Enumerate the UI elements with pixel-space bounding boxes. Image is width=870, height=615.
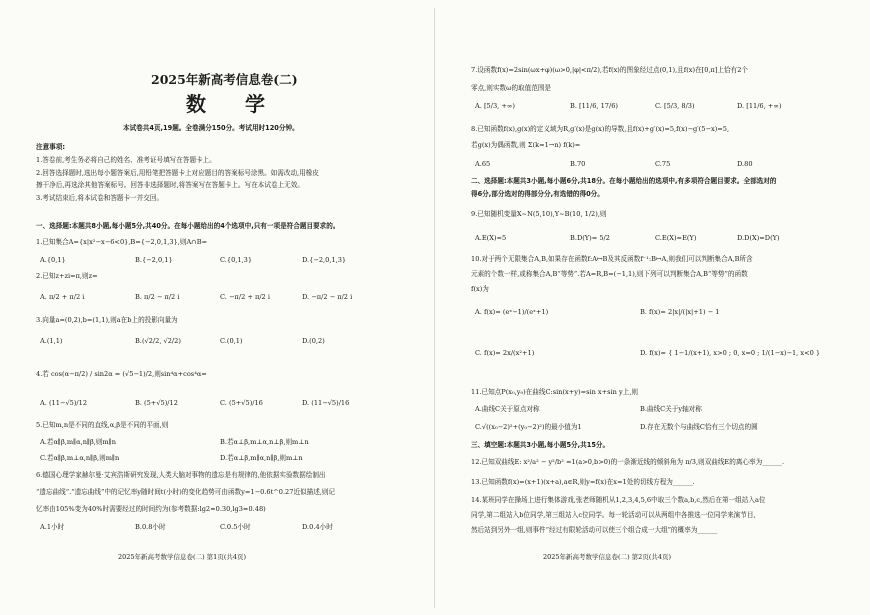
notes-heading: 注意事项: [36, 143, 66, 151]
note-line: 2.回答选择题时,选出每小题答案后,用铅笔把答题卡上对应题目的答案标号涂黑。如需改动,用橡皮 [36, 169, 319, 177]
option: D.若α⊥β,m∥α,n∥β,则m⊥n [220, 454, 303, 462]
option: D. (11−√5)/16 [302, 399, 350, 407]
option: C.(0,1) [220, 337, 243, 345]
question-text: 若g(x)为偶函数,则 Σ(k=1→n) f(k)= [471, 141, 581, 149]
question-text: 忆率由105%变为40%时需要经过的时间约为(参考数据:lg2≈0.30,lg3≈0.48) [36, 505, 266, 513]
option: A. π/2 + π/2 i [40, 293, 85, 301]
question-text: f(x)为 [471, 285, 489, 293]
page-footer: 2025年新高考数学信息卷(二) 第1页(共4页) [118, 553, 247, 561]
exam-intro: 本试卷共4页,19题。全卷满分150分。考试用时120分钟。 [123, 124, 299, 132]
option: D.D(X)=D(Y) [737, 234, 780, 242]
option: C.0.5小时 [220, 523, 251, 531]
option: D. −π/2 − π/2 i [302, 293, 353, 301]
question-text: 3.向量a=(0,2),b=(1,1),则a在b上的投影向量为 [36, 316, 178, 324]
option: B.{−2,0,1} [135, 256, 173, 264]
question-text: 1.已知集合A={x|x²−x−6<0},B={−2,0,1,3},则A∩B= [36, 238, 208, 246]
subject-title: 数 学 [186, 92, 281, 116]
option: C.75 [655, 160, 671, 168]
question-text: 11.已知点P(x₀,y₀)在曲线C:sin(x+y)=sin x+sin y上,则 [471, 388, 639, 396]
option: C.{0,1,3} [220, 256, 253, 264]
question-text: 2.已知z+zi=π,则z= [36, 272, 98, 280]
question-text: 9.已知随机变量X~N(5,10),Y~B(10, 1/2),则 [471, 210, 607, 218]
note-line: 擦干净后,再选涂其他答案标号。回答非选择题时,将答案写在答题卡上。写在本试卷上无效。 [36, 181, 304, 189]
option: D.80 [737, 160, 753, 168]
question-text: 14.某班同学在操场上进行集体游戏,张老师随机从1,2,3,4,5,6中取三个数a,b,c,然后在第一组站入a位 [471, 496, 766, 504]
option: B. f(x)= 2|x|/(|x|+1) − 1 [640, 308, 720, 316]
option: C.E(X)=E(Y) [655, 234, 697, 242]
option: D.0.4小时 [302, 523, 333, 531]
option: D.(0,2) [302, 337, 325, 345]
section-heading: 二、选择题:本题共3小题,每小题6分,共18分。在每小题给出的选项中,有多项符合题目要求。全部选对的 [471, 177, 777, 185]
question-text: 4.若 cos(α−π/2) / sin2α = (√5−1)/2,则sin⁴α+cos⁴α= [36, 370, 207, 378]
option: D.{−2,0,1,3} [302, 256, 347, 264]
option: A.{0,1} [40, 256, 66, 264]
page-divider [434, 8, 435, 608]
option: B.0.8小时 [135, 523, 166, 531]
question-text: 12.已知双曲线E: x²/a² − y²/b² =1(a>0,b>0)的一条渐近线的倾斜角为 π/3,则双曲线E的离心率为______. [471, 458, 785, 466]
option: C. f(x)= 2x/(x²+1) [475, 349, 535, 357]
option: A. [5/3, +∞) [475, 102, 515, 110]
question-text: 同学,第二组站入b位同学,第三组站入c位同学。每一轮活动可以从两组中各推选一位同学来演节目, [471, 511, 756, 519]
note-line: 3.考试结束后,将本试卷和答题卡一并交回。 [36, 194, 164, 202]
section-heading: 一、选择题:本题共8小题,每小题5分,共40分。在每小题给出的4个选项中,只有一项是符合题目要求的。 [36, 222, 340, 230]
option: B. [11/6, 17/6) [570, 102, 618, 110]
option: A.曲线C关于原点对称 [475, 405, 540, 413]
question-text: 13.已知函数f(x)=(x+1)(x+a),a∈R,则y=f(x)在x=1处的切线方程为______. [471, 478, 695, 486]
question-text: 10.对于两个无限集合A,B,如果存在函数f:A↦B及其反函数f⁻¹:B↦A,则我们可以判断集合A,B所含 [471, 255, 753, 263]
option: A.(1,1) [40, 337, 63, 345]
question-text: “遗忘曲线”.“遗忘曲线”中的记忆率y随时间t(小时)的变化趋势可由函数y=1−0.6t^0.27近似描述,则记 [36, 488, 336, 496]
option: D. f(x)= { 1−1/(x+1), x>0 ; 0, x=0 ; 1/(1−x)−1, x<0 } [640, 349, 821, 357]
exam-title: 2025年新高考信息卷(二) [151, 72, 298, 87]
option: B. (5+√5)/12 [135, 399, 178, 407]
option: C. −π/2 + π/2 i [220, 293, 270, 301]
section-heading-cont: 得6分,部分选对的得部分分,有选错的得0分。 [471, 190, 604, 198]
option: D.存在无数个与曲线C恰有三个切点的圆 [640, 423, 758, 431]
option: A. f(x)= (eˣ−1)/(eˣ+1) [475, 308, 549, 316]
question-text: 然后站到另外一组,则事件“经过有限轮活动可以使三个组合成一大组”的概率为______ [471, 526, 718, 534]
question-text: 7.设函数f(x)=2sin(ωx+φ)(ω>0,|φ|<π/2),若f(x)的图象经过点(0,1),且f(x)在[0,π]上恰有2个 [471, 66, 749, 74]
question-text: 零点,则实数ω的取值范围是 [471, 84, 552, 92]
note-line: 1.答卷前,考生务必将自己的姓名、准考证号填写在答题卡上。 [36, 156, 216, 164]
option: A.E(X)=5 [475, 234, 507, 242]
option: A.1小时 [40, 523, 65, 531]
option: C. [5/3, 8/3) [655, 102, 695, 110]
page-footer: 2025年新高考数学信息卷(二) 第2页(共4页) [543, 553, 672, 561]
option: C.若α∥β,m⊥α,n∥β,则m∥n [40, 454, 120, 462]
option: A.65 [475, 160, 491, 168]
question-text: 5.已知m,n是不同的直线,α,β是不同的平面,则 [36, 421, 169, 429]
option: A.若α∥β,m∥α,n∥β,则m∥n [40, 438, 117, 446]
question-text: 元素的个数一样,或称集合A,B“等势”.若A=R,B=(−1,1),则下列可以判断集合A,B“等势”的函数 [471, 270, 748, 278]
option: B. π/2 − π/2 i [135, 293, 180, 301]
option: D. [11/6, +∞) [737, 102, 782, 110]
option: C.√((x₀−2)²+(y₀−2)²)的最小值为1 [475, 423, 582, 431]
option: C. (5+√5)/16 [220, 399, 263, 407]
option: A. (11−√5)/12 [40, 399, 88, 407]
option: B.若α⊥β,m⊥α,n⊥β,则m⊥n [220, 438, 309, 446]
option: B.(√2/2, √2/2) [135, 337, 181, 345]
option: B.D(Y)= 5/2 [570, 234, 610, 242]
section-heading: 三、填空题:本题共3小题,每小题5分,共15分。 [471, 441, 610, 449]
question-text: 6.德国心理学家赫尔曼·艾宾浩斯研究发现,人类大脑对事物的遗忘是有规律的,他依据实验数据绘制出 [36, 471, 326, 479]
question-text: 8.已知函数f(x),g(x)的定义域为R,g′(x)是g(x)的导数,且f(x)+g′(x)=5,f(x)−g′(5−x)=5, [471, 125, 730, 133]
option: B.70 [570, 160, 586, 168]
option: B.曲线C关于y轴对称 [640, 405, 702, 413]
